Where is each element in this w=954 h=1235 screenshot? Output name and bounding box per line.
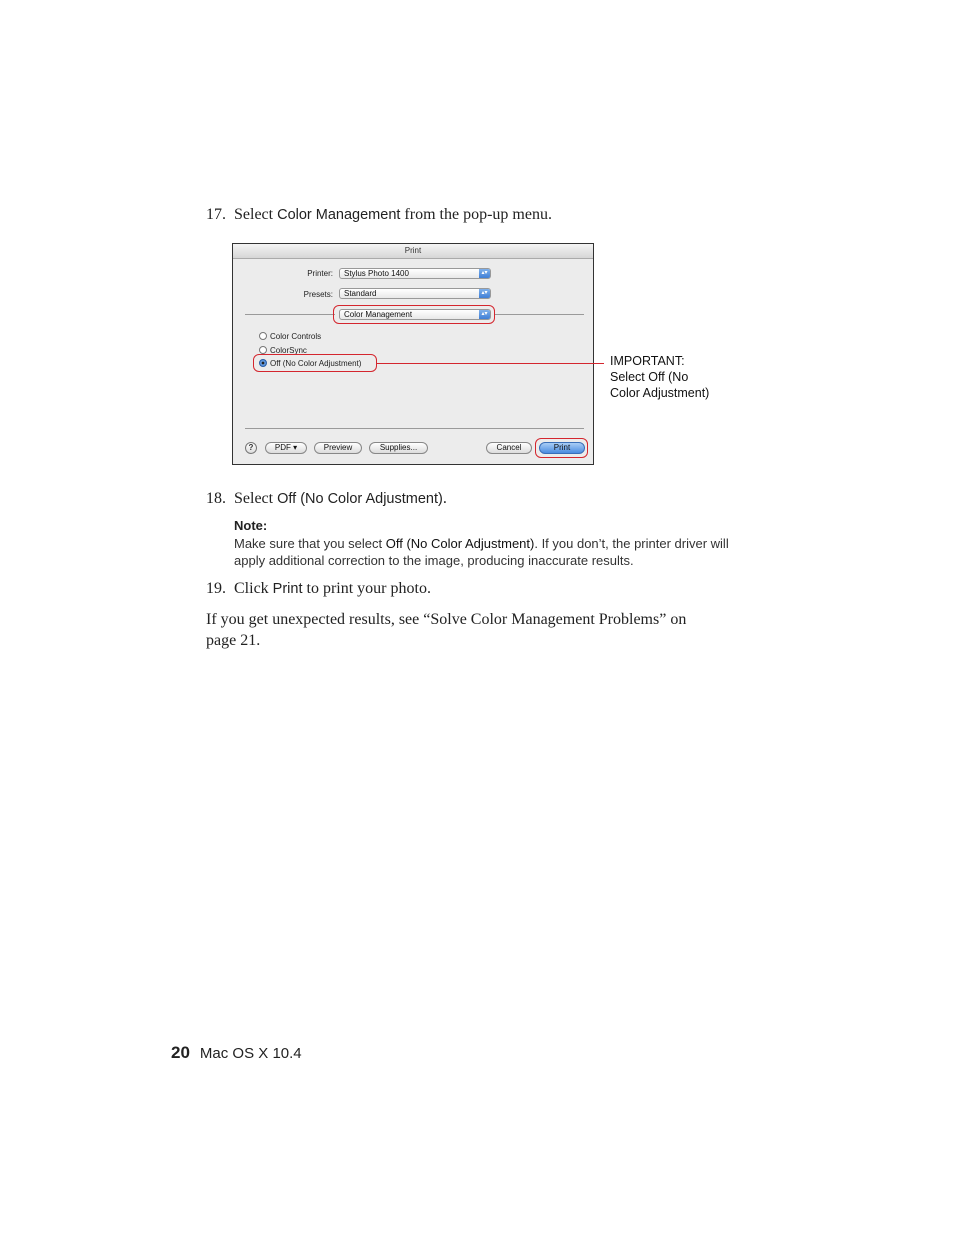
- callout-leader-line: [376, 363, 604, 364]
- body-paragraph: If you get unexpected results, see “Solve Color Management Problems” on page 21.: [206, 611, 687, 649]
- ui-term: Off (No Color Adjustment): [277, 491, 443, 507]
- step-text: Select: [234, 206, 278, 223]
- step-text: to print your photo.: [302, 580, 431, 597]
- printer-popup[interactable]: [339, 268, 491, 279]
- radio-button-icon: [259, 332, 267, 340]
- separator: [495, 314, 584, 315]
- dialog-title: Print: [233, 244, 593, 259]
- step-number: 17.: [206, 206, 226, 223]
- callout-text: Select: [610, 370, 649, 384]
- presets-popup[interactable]: [339, 288, 491, 299]
- note-text: . If you don’t, the printer driver will apply additional correction to the image, producing inaccurate results.: [234, 536, 729, 568]
- step-text: .: [442, 490, 447, 507]
- callout-heading: IMPORTANT:: [610, 354, 685, 368]
- page-footer: [171, 1043, 302, 1063]
- presets-label: Presets:: [303, 290, 333, 299]
- note-text: Make sure that you select: [234, 536, 386, 551]
- highlight-panel-popup: [333, 305, 495, 324]
- step-text: Click: [234, 580, 273, 597]
- step-17: [206, 205, 552, 225]
- radio-button-icon: [259, 346, 267, 354]
- popup-arrows-icon: ▴▾: [479, 269, 490, 278]
- supplies-button[interactable]: Supplies...: [369, 442, 428, 454]
- highlight-off-option: [253, 354, 377, 372]
- highlight-print-button: [535, 438, 588, 458]
- note-heading: Note:: [234, 518, 268, 533]
- cancel-button[interactable]: Cancel: [486, 442, 532, 454]
- print-dialog-screenshot: [232, 243, 594, 465]
- ui-term: Print: [272, 581, 303, 597]
- panel-value: Color Management: [344, 310, 413, 319]
- step-text: Select: [234, 490, 278, 507]
- ui-term: Color Management: [277, 207, 401, 223]
- radio-color-controls[interactable]: [259, 331, 321, 342]
- section-title: Mac OS X 10.4: [199, 1045, 302, 1062]
- presets-value: Standard: [344, 289, 377, 298]
- pdf-button[interactable]: PDF ▾: [265, 442, 307, 454]
- step-19: [206, 579, 431, 599]
- print-button[interactable]: Print: [539, 442, 585, 454]
- popup-arrows-icon: ▴▾: [479, 310, 490, 319]
- callout-line-1: [610, 369, 740, 385]
- step-text: from the pop-up menu.: [400, 206, 552, 223]
- separator: [245, 428, 584, 429]
- step-number: 19.: [206, 580, 226, 597]
- help-button[interactable]: ?: [245, 442, 257, 454]
- callout-ui-term: Off (No: [648, 370, 689, 384]
- page-number: 20: [171, 1043, 190, 1062]
- radio-label: Off (No Color Adjustment): [270, 359, 362, 368]
- step-18: [206, 489, 447, 509]
- separator: [245, 314, 335, 315]
- radio-label: Color Controls: [270, 332, 322, 341]
- radio-label: ColorSync: [270, 346, 307, 355]
- printer-value: Stylus Photo 1400: [344, 269, 409, 278]
- printer-label: Printer:: [307, 269, 333, 278]
- popup-arrows-icon: ▴▾: [479, 289, 490, 298]
- callout-line-2: Color Adjustment): [610, 386, 710, 400]
- step-number: 18.: [206, 490, 226, 507]
- preview-button[interactable]: Preview: [314, 442, 362, 454]
- note-body: [234, 535, 734, 569]
- note-ui-term: Off (No Color Adjustment): [385, 536, 535, 551]
- important-callout: [610, 353, 740, 401]
